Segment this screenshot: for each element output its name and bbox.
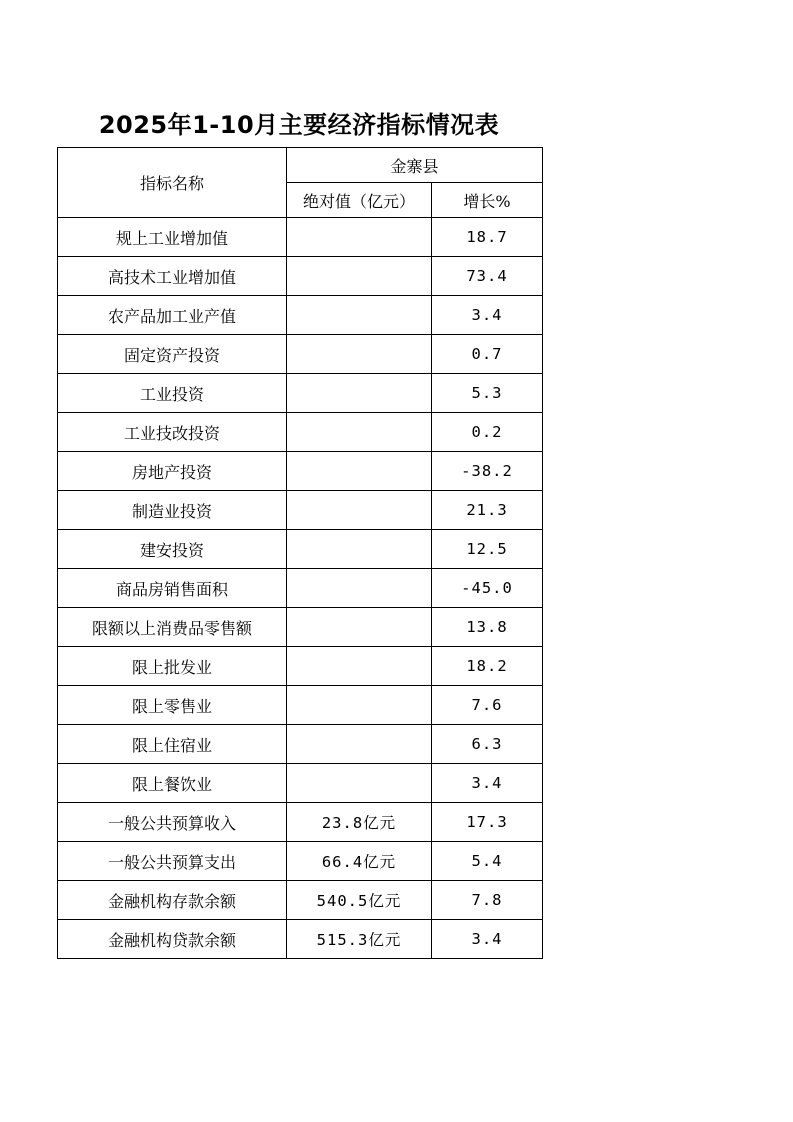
indicator-name-cell: 金融机构存款余额 bbox=[58, 881, 287, 920]
indicator-name-cell: 一般公共预算收入 bbox=[58, 803, 287, 842]
table-row bbox=[58, 725, 543, 764]
table-row bbox=[58, 335, 543, 374]
indicator-name-cell: 限上住宿业 bbox=[58, 725, 287, 764]
absolute-value-cell: 540.5亿元 bbox=[287, 881, 432, 920]
growth-cell: 5.3 bbox=[432, 374, 543, 413]
table-row bbox=[58, 296, 543, 335]
growth-cell: 3.4 bbox=[432, 920, 543, 959]
table-row bbox=[58, 842, 543, 881]
indicator-name-cell: 规上工业增加值 bbox=[58, 218, 287, 257]
growth-cell: 21.3 bbox=[432, 491, 543, 530]
growth-cell: 7.8 bbox=[432, 881, 543, 920]
table-row bbox=[58, 920, 543, 959]
indicator-name-cell: 工业投资 bbox=[58, 374, 287, 413]
table-row bbox=[58, 569, 543, 608]
growth-cell: 13.8 bbox=[432, 608, 543, 647]
absolute-value-cell bbox=[287, 725, 432, 764]
absolute-value-cell bbox=[287, 296, 432, 335]
page-title: 2025年1-10月主要经济指标情况表 bbox=[98, 111, 500, 139]
absolute-value-cell: 66.4亿元 bbox=[287, 842, 432, 881]
table-row bbox=[58, 881, 543, 920]
absolute-value-cell bbox=[287, 335, 432, 374]
absolute-value-cell bbox=[287, 452, 432, 491]
growth-header: 增长% bbox=[432, 183, 543, 218]
growth-cell: 6.3 bbox=[432, 725, 543, 764]
growth-cell: 0.2 bbox=[432, 413, 543, 452]
absolute-value-cell bbox=[287, 257, 432, 296]
table-row bbox=[58, 491, 543, 530]
indicator-name-cell: 限上批发业 bbox=[58, 647, 287, 686]
absolute-value-cell: 23.8亿元 bbox=[287, 803, 432, 842]
table-row bbox=[58, 413, 543, 452]
absolute-value-cell bbox=[287, 374, 432, 413]
table-row bbox=[58, 452, 543, 491]
growth-cell: 5.4 bbox=[432, 842, 543, 881]
indicator-name-cell: 房地产投资 bbox=[58, 452, 287, 491]
table-row bbox=[58, 608, 543, 647]
indicator-name-cell: 一般公共预算支出 bbox=[58, 842, 287, 881]
indicator-name-cell: 农产品加工业产值 bbox=[58, 296, 287, 335]
absolute-value-cell bbox=[287, 569, 432, 608]
absolute-value-cell bbox=[287, 491, 432, 530]
table-row bbox=[58, 218, 543, 257]
absolute-value-cell bbox=[287, 530, 432, 569]
absolute-value-header: 绝对值（亿元） bbox=[287, 183, 432, 218]
absolute-value-cell bbox=[287, 413, 432, 452]
growth-cell: 18.2 bbox=[432, 647, 543, 686]
indicator-name-cell: 限上零售业 bbox=[58, 686, 287, 725]
table-row bbox=[58, 686, 543, 725]
growth-cell: 3.4 bbox=[432, 296, 543, 335]
indicator-name-cell: 高技术工业增加值 bbox=[58, 257, 287, 296]
table-row bbox=[58, 530, 543, 569]
absolute-value-cell bbox=[287, 608, 432, 647]
growth-cell: -45.0 bbox=[432, 569, 543, 608]
indicator-name-cell: 限上餐饮业 bbox=[58, 764, 287, 803]
indicator-name-cell: 金融机构贷款余额 bbox=[58, 920, 287, 959]
indicator-name-cell: 限额以上消费品零售额 bbox=[58, 608, 287, 647]
indicator-name-cell: 固定资产投资 bbox=[58, 335, 287, 374]
indicator-name-cell: 建安投资 bbox=[58, 530, 287, 569]
region-header: 金寨县 bbox=[287, 148, 543, 183]
growth-cell: 17.3 bbox=[432, 803, 543, 842]
table-row bbox=[58, 257, 543, 296]
growth-cell: 18.7 bbox=[432, 218, 543, 257]
table-row bbox=[58, 764, 543, 803]
absolute-value-cell bbox=[287, 218, 432, 257]
indicator-name-cell: 商品房销售面积 bbox=[58, 569, 287, 608]
growth-cell: 7.6 bbox=[432, 686, 543, 725]
growth-cell: -38.2 bbox=[432, 452, 543, 491]
growth-cell: 12.5 bbox=[432, 530, 543, 569]
absolute-value-cell: 515.3亿元 bbox=[287, 920, 432, 959]
absolute-value-cell bbox=[287, 686, 432, 725]
growth-cell: 3.4 bbox=[432, 764, 543, 803]
indicator-name-cell: 工业技改投资 bbox=[58, 413, 287, 452]
table-row bbox=[58, 374, 543, 413]
table-row bbox=[58, 803, 543, 842]
indicator-name-header: 指标名称 bbox=[58, 148, 287, 218]
table-header-row bbox=[58, 148, 543, 183]
economic-indicators-table bbox=[57, 147, 543, 959]
table-body bbox=[58, 218, 543, 959]
indicator-name-cell: 制造业投资 bbox=[58, 491, 287, 530]
table-row bbox=[58, 647, 543, 686]
absolute-value-cell bbox=[287, 647, 432, 686]
growth-cell: 0.7 bbox=[432, 335, 543, 374]
growth-cell: 73.4 bbox=[432, 257, 543, 296]
absolute-value-cell bbox=[287, 764, 432, 803]
